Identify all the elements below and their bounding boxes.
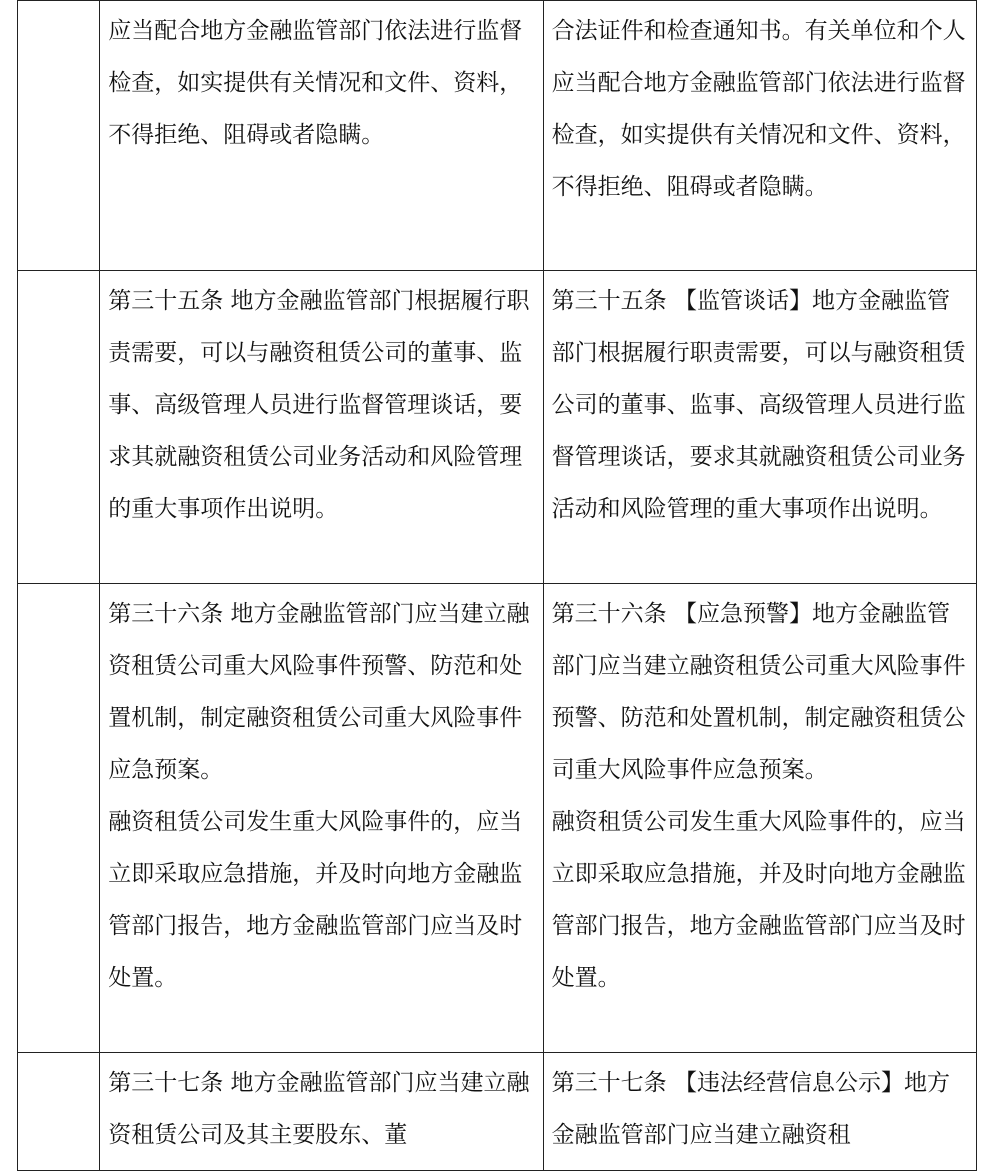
left-paragraph: 第三十五条 地方金融监管部门根据履行职责需要，可以与融资租赁公司的董事、监事、高级管理人员进行监督管理谈话，要求其就融资租赁公司业务活动和风险管理的重大事项作出说明。 bbox=[108, 288, 530, 522]
right-paragraph: 合法证件和检查通知书。有关单位和个人应当配合地方金融监管部门依法进行监督检查，如实提供有关情况和文件、资料，不得拒绝、阻碍或者隐瞒。 bbox=[551, 18, 966, 200]
right-cell bbox=[543, 1053, 976, 1171]
left-paragraph: 融资租赁公司发生重大风险事件的，应当立即采取应急措施，并及时向地方金融监管部门报告，地方金融监管部门应当及时处置。 bbox=[108, 809, 523, 991]
blank-cell bbox=[18, 271, 100, 584]
left-paragraph: 应当配合地方金融监管部门依法进行监督检查，如实提供有关情况和文件、资料，不得拒绝、阻碍或者隐瞒。 bbox=[108, 18, 523, 148]
right-paragraph: 第三十五条 【监管谈话】地方金融监管部门根据履行职责需要，可以与融资租赁公司的董事、监事、高级管理人员进行监督管理谈话，要求其就融资租赁公司业务活动和风险管理的重大事项作出说明。 bbox=[551, 288, 966, 522]
left-paragraph: 第三十七条 地方金融监管部门应当建立融资租赁公司及其主要股东、董 bbox=[108, 1070, 530, 1148]
left-paragraph: 第三十六条 地方金融监管部门应当建立融资租赁公司重大风险事件预警、防范和处置机制，制定融资租赁公司重大风险事件应急预案。 bbox=[108, 601, 530, 783]
regulation-comparison-table bbox=[17, 0, 977, 1171]
right-cell bbox=[543, 271, 976, 584]
left-cell bbox=[100, 271, 543, 584]
right-cell bbox=[543, 584, 976, 1053]
table-row bbox=[18, 1, 977, 271]
table-row bbox=[18, 1053, 977, 1171]
table-row bbox=[18, 584, 977, 1053]
left-cell bbox=[100, 1, 543, 271]
table-row bbox=[18, 271, 977, 584]
blank-cell bbox=[18, 1053, 100, 1171]
left-cell bbox=[100, 1053, 543, 1171]
blank-cell bbox=[18, 584, 100, 1053]
blank-cell bbox=[18, 1, 100, 271]
right-cell bbox=[543, 1, 976, 271]
right-paragraph: 第三十六条 【应急预警】地方金融监管部门应当建立融资租赁公司重大风险事件预警、防范和处置机制，制定融资租赁公司重大风险事件应急预案。 bbox=[551, 601, 966, 783]
right-paragraph: 第三十七条 【违法经营信息公示】地方金融监管部门应当建立融资租 bbox=[551, 1070, 950, 1148]
right-paragraph: 融资租赁公司发生重大风险事件的，应当立即采取应急措施，并及时向地方金融监管部门报告，地方金融监管部门应当及时处置。 bbox=[551, 809, 966, 991]
left-cell bbox=[100, 584, 543, 1053]
